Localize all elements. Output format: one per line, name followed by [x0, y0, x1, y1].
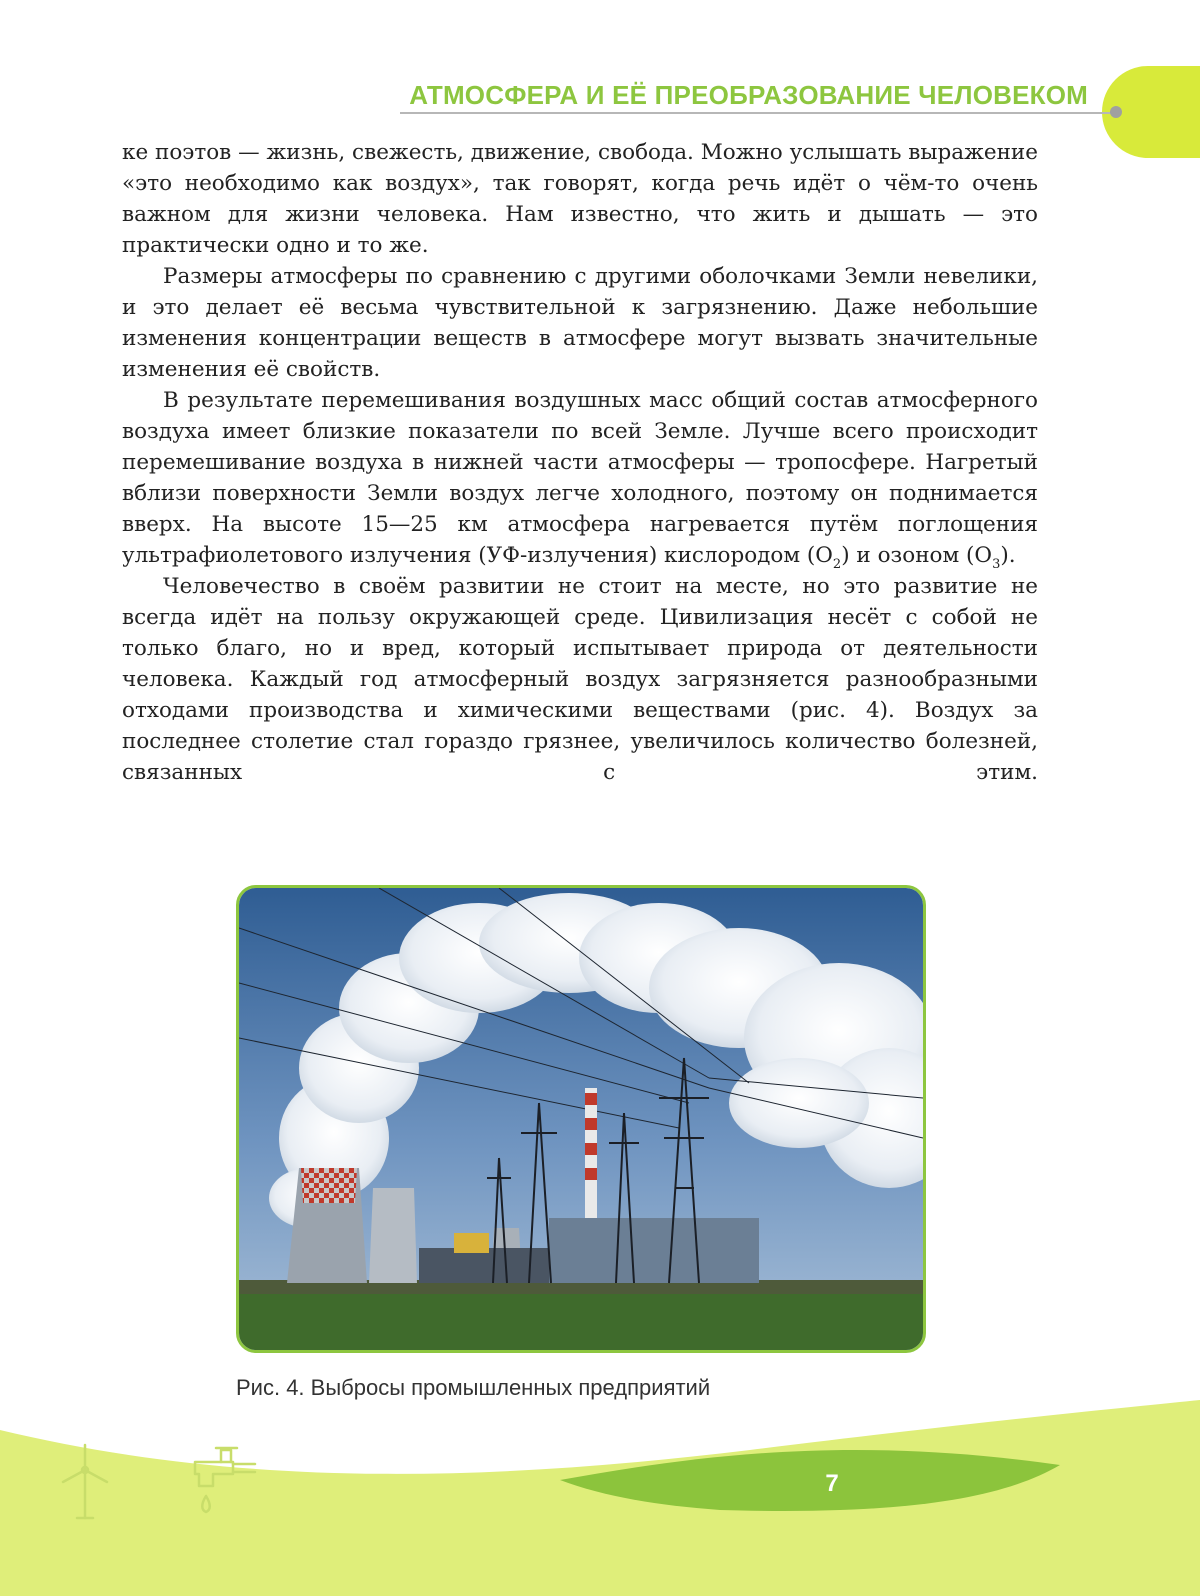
- page-number: 7: [825, 1470, 839, 1497]
- cooling-tower-pattern: [301, 1168, 357, 1203]
- body-text: [122, 137, 1038, 788]
- paragraph-3: [122, 385, 1038, 571]
- paragraph-1: [122, 137, 1038, 261]
- grass: [239, 1288, 923, 1350]
- power-plant-illustration: [239, 888, 923, 1350]
- header-rule: [400, 112, 1120, 114]
- paragraph-4: [122, 571, 1038, 788]
- paragraph-3-end: ).: [1000, 543, 1016, 568]
- paragraph-3-text: В результате перемешивания воздушных масс общий состав атмосферного воздуха имеет близкие показатели по всей Земле. Лучше всего происходит перемешивание воздуха в нижней части атмосферы — тропосфере. Нагретый вблизи поверхности Земли воздух легче холодного, поэтому он поднимается вверх. На высоте 15—25 км атмосфера нагревается путём поглощения ультрафиолетового излучения (УФ-излучения) кислородом (O: [122, 388, 1038, 568]
- paragraph-1-text: ке поэтов — жизнь, свежесть, движение, свобода. Можно услышать выражение «это необходимо как воздух», так говорят, когда речь идёт о чём-то очень важном для жизни человека. Нам известно, что жить и дышать — это практически одно и то же.: [122, 140, 1038, 258]
- ozone-subscript: 3: [992, 557, 1001, 572]
- footer-wave-decoration: [0, 1400, 1200, 1596]
- paragraph-4-text: Человечество в своём развитии не стоит на месте, но это развитие не всегда идёт на пользу окружающей среде. Цивилизация несёт с собой не только благо, но и вред, который испытывает природа от деятельности человека. Каждый год атмосферный воздух загрязняется разнообразными отходами производства и химическими веществами (рис. 4). Воздух за последнее столетие стал гораздо грязнее, увеличилось количество болезней, связанных с этим.: [122, 574, 1038, 785]
- water-tap-icon: [185, 1440, 265, 1520]
- figure-caption: Рис. 4. Выбросы промышленных предприятий: [236, 1375, 711, 1400]
- header-dot: [1110, 106, 1122, 118]
- paragraph-2: [122, 261, 1038, 385]
- running-header-title: АТМОСФЕРА И ЕЁ ПРЕОБРАЗОВАНИЕ ЧЕЛОВЕКОМ: [409, 80, 1088, 110]
- oxygen-subscript: 2: [832, 557, 842, 572]
- wind-turbine-icon: [55, 1440, 115, 1520]
- plant-building: [549, 1218, 759, 1283]
- cooling-tower-small: [369, 1188, 417, 1283]
- paragraph-3-mid: ) и озоном (O: [841, 543, 993, 568]
- figure-4-photo: [236, 885, 926, 1353]
- paragraph-2-text: Размеры атмосферы по сравнению с другими оболочками Земли невелики, и это делает её весьма чувствительной к загрязнению. Даже небольшие изменения концентрации веществ в атмосфере могут вызвать значительные изменения её свойств.: [122, 264, 1038, 382]
